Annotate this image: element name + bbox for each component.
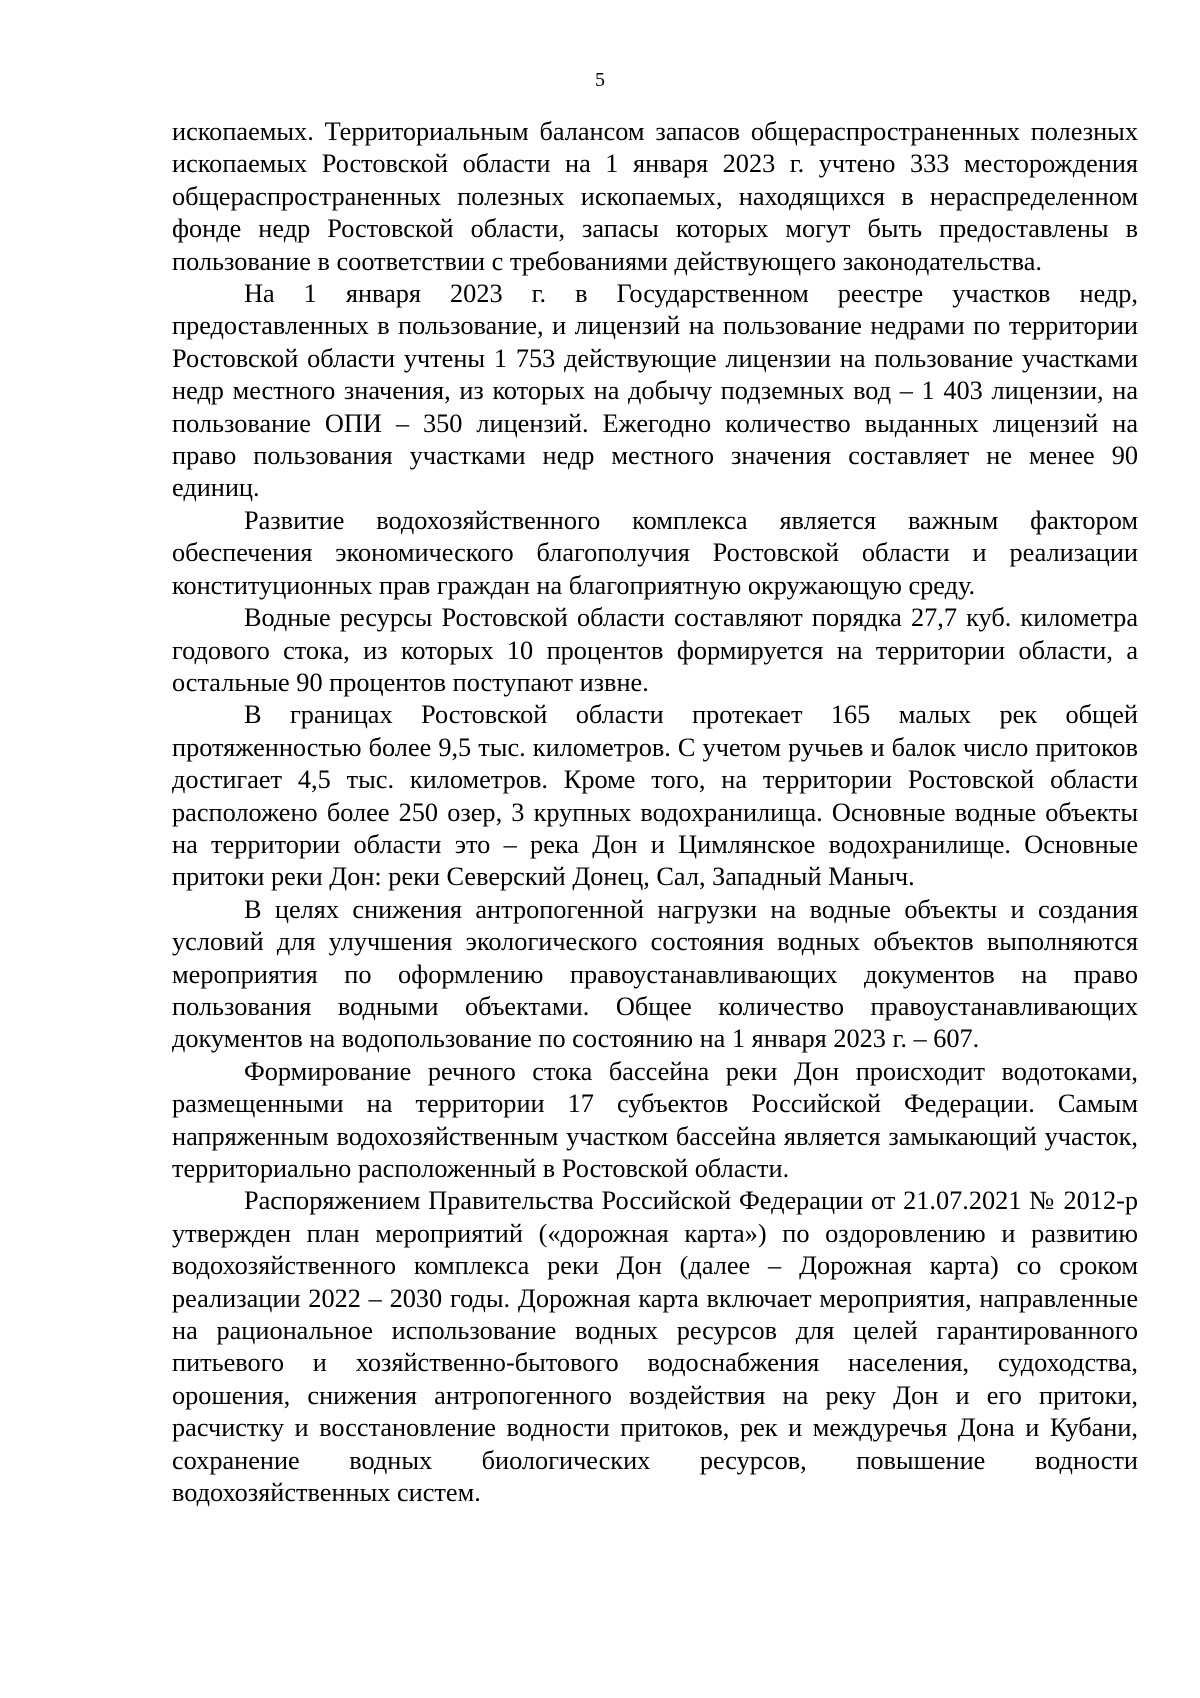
paragraph-continuation: ископаемых. Территориальным балансом запасов общераспространенных полезных ископаемых Ростовской области на 1 января 2023 г. учтено 333 месторождения общераспространенных полезных ископаемых, находящихся в нераспределенном фонде недр Ростовской области, запасы которых могут быть предоставлены в пользование в соответствии с требованиями действующего законодательства.: [172, 117, 1138, 276]
paragraph-anthropogenic-load: В целях снижения антропогенной нагрузки на водные объекты и создания условий для улучшения экологического состояния водных объектов выполняются мероприятия по оформлению правоустанавливающих документов на право пользования водными объектами. Общее количество правоустанавливающих документов на водопользование по состоянию на 1 января 2023 г. – 607.: [172, 894, 1138, 1054]
paragraph-licenses: На 1 января 2023 г. в Государственном реестре участков недр, предоставленных в пользование, и лицензий на пользование недрами по территории Ростовской области учтены 1 753 действующие лицензии на пользование участками недр местного значения, из которых на добычу подземных вод – 1 403 лицензии, на пользование ОПИ – 350 лицензий. Ежегодно количество выданных лицензий на право пользования участками недр местного значения составляет не менее 90 единиц.: [172, 279, 1138, 503]
paragraph-river-runoff: Формирование речного стока бассейна реки Дон происходит водотоками, размещенными на территории 17 субъектов Российской Федерации. Самым напряженным водохозяйственным участком бассейна является замыкающий участок, территориально расположенный в Ростовской области.: [172, 1056, 1138, 1183]
document-body: [172, 116, 1138, 1509]
paragraph-water-resources: Водные ресурсы Ростовской области составляют порядка 27,7 куб. километра годового стока, из которых 10 процентов формируется на территории области, а остальные 90 процентов поступают извне.: [172, 603, 1138, 697]
paragraph-roadmap: Распоряжением Правительства Российской Федерации от 21.07.2021 № 2012-р утвержден план мероприятий («дорожная карта») по оздоровлению и развитию водохозяйственного комплекса реки Дон (далее – Дорожная карта) со сроком реализации 2022 – 2030 годы. Дорожная карта включает мероприятия, направленные на рациональное использование водных ресурсов для целей гарантированного питьевого и хозяйственно-бытового водоснабжения населения, судоходства, орошения, снижения антропогенного воздействия на реку Дон и его притоки, расчистку и восстановление водности притоков, рек и междуречья Дона и Кубани, сохранение водных биологических ресурсов, повышение водности водохозяйственных систем.: [172, 1186, 1138, 1508]
paragraph-water-complex: Развитие водохозяйственного комплекса является важным фактором обеспечения экономического благополучия Ростовской области и реализации конституционных прав граждан на благоприятную окружающую среду.: [172, 505, 1138, 600]
paragraph-rivers: В границах Ростовской области протекает 165 малых рек общей протяженностью более 9,5 тыс. километров. С учетом ручьев и балок число притоков достигает 4,5 тыс. километров. Кроме того, на территории Ростовской области расположено более 250 озер, 3 крупных водохранилища. Основные водные объекты на территории области это – река Дон и Цимлянское водохранилище. Основные притоки реки Дон: реки Северский Донец, Сал, Западный Маныч.: [172, 700, 1138, 892]
page-number: 5: [595, 69, 605, 91]
